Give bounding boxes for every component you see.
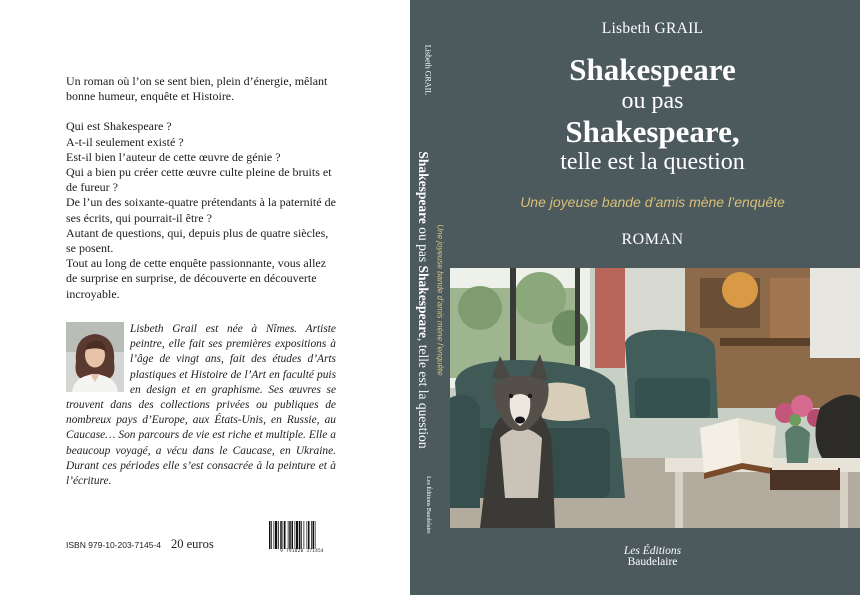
author-bio-text: Lisbeth Grail est née à Nîmes. Artiste peintre, elle fait ses premières expositions à l’âge de vingt ans, fait des études d’Arts plastiques et Histoire de l’Art en faculté puis en design et en graphisme. Ses œuvres se trouvent dans des collections privées ou publiques de nombreux pays d’Europe, aux États-Unis, en Russie, au Caucase… Son parcours de vie est riche et multiple. Elle a beaucoup voyagé, a vécu dans le Caucase, en Ukraine. Durant ces périodes elle s’est consacrée à la peinture et à l’écriture. (66, 323, 336, 488)
barcode-bar (313, 521, 315, 549)
blurb-question: Qui est Shakespeare ? (66, 119, 172, 134)
blurb-question: A-t-il seulement existé ? (66, 134, 184, 149)
publisher-line-1: Les Éditions (623, 545, 682, 557)
cover-title-line-3: Shakespeare, (565, 114, 740, 149)
author-bio (66, 322, 336, 489)
barcode-bar (283, 521, 284, 549)
barcode-bar (288, 521, 289, 549)
barcode (268, 521, 336, 549)
spine-subtitle: Une joyeuse bande d’amis mène l’enquête (435, 224, 444, 376)
spine-author: Lisbeth GRAIL (423, 44, 432, 96)
cover-title-line-1: Shakespeare (569, 52, 736, 87)
blurb-question: De l’un des soixante-quatre prétendants à la paternité de ses écrits, qui pourrait-il être ? (66, 195, 336, 225)
cover-genre: ROMAN (621, 231, 684, 248)
barcode-bar (315, 521, 316, 549)
isbn: ISBN 979-10-203-7145-4 (66, 540, 161, 550)
barcode-bar (295, 521, 296, 549)
barcode-bar (280, 521, 282, 549)
price: 20 euros (171, 537, 214, 551)
cover-subtitle: Une joyeuse bande d’amis mène l’enquête (520, 194, 785, 210)
spine-title-bold-1: Shakespeare (415, 151, 431, 224)
book-spine (410, 0, 445, 595)
front-cover (445, 0, 860, 595)
blurb-intro: Un roman où l’on se sent bien, plein d’énergie, mêlant bonne humeur, enquête et Histoire. (66, 74, 328, 104)
barcode-bar (311, 521, 312, 549)
cover-photo (450, 268, 860, 528)
barcode-bar (292, 521, 294, 549)
spine-title-bold-2: Shakespeare (415, 265, 431, 339)
blurb-question: Est-il bien l’auteur de cette œuvre de génie ? (66, 149, 281, 164)
back-cover (0, 0, 410, 595)
publisher-line-2: Baudelaire (627, 556, 678, 568)
blurb-question: Autant de questions, qui, depuis plus de quatre siècles, se posent. (66, 225, 329, 256)
barcode-bar (308, 521, 310, 549)
barcode-bar (299, 521, 301, 549)
barcode-bar (284, 521, 286, 549)
barcode-bar (301, 521, 302, 549)
barcode-bar (275, 521, 277, 549)
barcode-bar (269, 521, 271, 549)
barcode-bar (274, 521, 275, 549)
spine-title-end: , telle est la question (415, 338, 431, 449)
spine-publisher: Les Éditions Baudelaire (424, 476, 431, 534)
blurb-question: Qui a bien pu créer cette œuvre culte pleine de bruits et de fureur ? (66, 165, 332, 195)
spine-title (415, 151, 431, 448)
blurb-question: Tout au long de cette enquête passionnante, vous allez de surprise en surprise, de découverte en découverte incroyable. (66, 256, 327, 301)
back-cover-blurb (66, 74, 336, 302)
cover-title-line-4: telle est la question (560, 149, 745, 175)
cover-title-line-2: ou pas (621, 88, 684, 114)
barcode-bar (271, 521, 272, 549)
spine-title-mid: ou pas (415, 223, 431, 266)
barcode-digits: 9 791020 371454 (280, 549, 324, 554)
publisher-logo (445, 545, 860, 568)
barcode-bar (304, 521, 305, 549)
barcode-bar (296, 521, 298, 549)
barcode-bar (307, 521, 308, 549)
barcode-bar (289, 521, 291, 549)
cover-author: Lisbeth GRAIL (601, 20, 704, 37)
barcode-bar (278, 521, 279, 549)
barcode-bars (268, 521, 336, 549)
living-room-dog-illustration (450, 268, 860, 528)
